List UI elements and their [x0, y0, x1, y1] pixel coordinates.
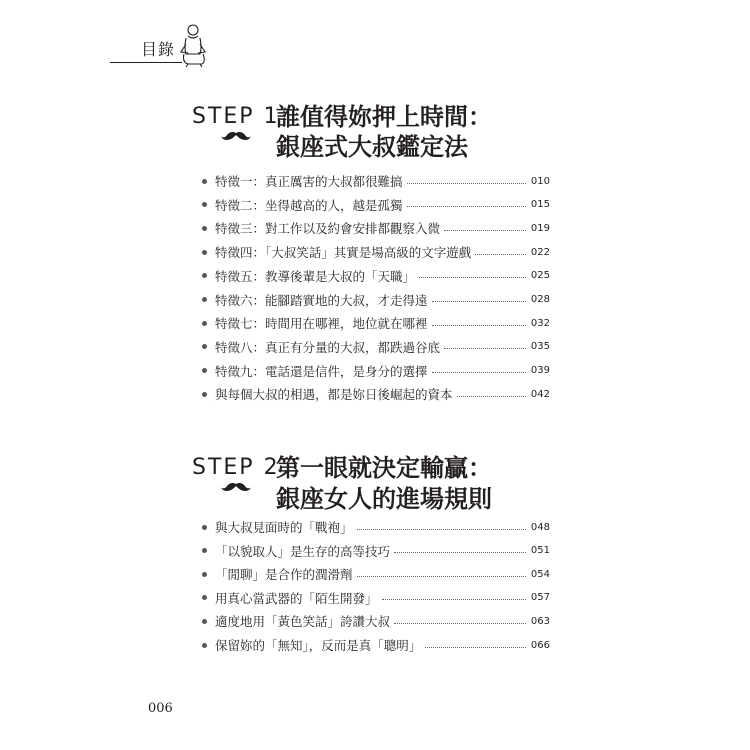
toc-entry-page: 022 [530, 246, 550, 258]
dot-leader [382, 599, 526, 600]
toc-entry [202, 540, 550, 562]
toc-entry [202, 360, 550, 382]
toc-entry-title: 特徵五：教導後輩是大叔的「天職」 [215, 268, 416, 284]
toc-entry-title: 適度地用「黃色笑話」誇讚大叔 [215, 614, 391, 630]
bullet-icon [202, 619, 207, 624]
toc-entry-title: 「以貌取人」是生存的高等技巧 [215, 543, 391, 559]
toc-entry-title: 特徵八：真正有分量的大叔，都跌過谷底 [215, 339, 441, 355]
dot-leader [357, 529, 526, 530]
dot-leader [457, 396, 526, 397]
bullet-icon [202, 321, 207, 326]
toc-entry-title: 特徵三：對工作以及約會安排都觀察入微 [215, 221, 441, 237]
dot-leader [444, 230, 526, 231]
bullet-icon [202, 368, 207, 373]
chapter-2-title-line2: 銀座女人的進場規則 [276, 485, 492, 513]
dot-leader [475, 254, 526, 255]
step-2-label: STEP 2 [192, 455, 280, 480]
dot-leader [419, 277, 526, 278]
toc-entry [202, 289, 550, 311]
chapter-1-title-line1: 誰值得妳押上時間： [276, 103, 492, 131]
toc-entry-title: 特徵一：真正厲害的大叔都很難搞 [215, 174, 403, 189]
dot-leader [432, 301, 526, 302]
toc-entry-page: 051 [530, 545, 550, 557]
toc-entry-title: 特徵六：能腳踏實地的大叔，才走得遠 [215, 292, 428, 308]
dot-leader [407, 183, 526, 184]
toc-entry [202, 217, 550, 239]
toc-entry-title: 「閒聊」是合作的潤滑劑 [215, 567, 353, 583]
bullet-icon [202, 344, 207, 349]
dot-leader [444, 348, 526, 349]
dot-leader [432, 372, 526, 373]
bullet-icon [202, 297, 207, 302]
toc-entry-page: 025 [530, 270, 550, 282]
chapter-2-title-line1: 第一眼就決定輸贏： [276, 454, 492, 482]
toc-entry-title: 與每個大叔的相遇，都是妳日後崛起的資本 [215, 387, 453, 403]
bullet-icon [202, 548, 207, 553]
dot-leader [407, 206, 526, 207]
toc-entry-page: 015 [530, 199, 550, 211]
bullet-icon [202, 595, 207, 600]
toc-entry-page: 042 [530, 388, 550, 400]
toc-entry-page: 063 [530, 615, 550, 627]
toc-entry [202, 241, 550, 263]
toc-entry-page: 032 [530, 317, 550, 329]
toc-entry-title: 特徵四：「大叔笑話」其實是場高級的文字遊戲 [215, 245, 472, 261]
toc-entry-title: 用真心當武器的「陌生開發」 [215, 590, 378, 606]
bullet-icon [202, 273, 207, 278]
step-1-label: STEP 1 [192, 104, 280, 129]
toc-entry [202, 383, 550, 405]
bullet-icon [202, 226, 207, 231]
toc-entry-page: 066 [530, 639, 550, 651]
seated-figure-icon [176, 20, 210, 68]
chapter-1-title-line2: 銀座式大叔鑑定法 [276, 133, 468, 161]
header-rule [110, 62, 182, 63]
toc-entry-page: 039 [530, 365, 550, 377]
bullet-icon [202, 392, 207, 397]
mustache-icon [221, 131, 251, 141]
toc-entry-page: 048 [530, 521, 550, 533]
dot-leader [394, 623, 526, 624]
bullet-icon [202, 643, 207, 648]
toc-entry [202, 563, 550, 585]
toc-entry-title: 特徵九：電話還是信件，是身分的選擇 [215, 363, 428, 379]
bullet-icon [202, 250, 207, 255]
page-number: 006 [148, 701, 173, 716]
toc-entry [202, 170, 550, 192]
toc-entry-page: 057 [530, 592, 550, 604]
bullet-icon [202, 525, 207, 530]
toc-entry [202, 610, 550, 632]
toc-entry-page: 028 [530, 294, 550, 305]
dot-leader [357, 576, 526, 577]
toc-entry-page: 054 [530, 568, 550, 580]
toc-entry [202, 194, 550, 216]
bullet-icon [202, 202, 207, 207]
toc-entry-page: 010 [530, 175, 550, 187]
toc-header-title: 目錄 [141, 40, 176, 59]
toc-entry [202, 634, 550, 656]
toc-entry-title: 特徵七：時間用在哪裡，地位就在哪裡 [215, 316, 428, 332]
dot-leader [425, 647, 526, 648]
toc-entry-title: 特徵二：坐得越高的人，越是孤獨 [215, 197, 403, 213]
toc-entry [202, 265, 550, 287]
dot-leader [394, 552, 526, 553]
bullet-icon [202, 572, 207, 577]
toc-entry-page: 019 [530, 222, 550, 234]
bullet-icon [202, 179, 207, 184]
toc-entry [202, 336, 550, 358]
mustache-icon [221, 482, 251, 492]
toc-entry-title: 保留妳的「無知」，反而是真「聰明」 [215, 638, 422, 653]
toc-entry [202, 312, 550, 334]
toc-entry [202, 516, 550, 538]
dot-leader [432, 325, 526, 326]
toc-entry-title: 與大叔見面時的「戰袍」 [215, 520, 353, 535]
toc-entry-page: 035 [530, 341, 550, 353]
toc-entry [202, 587, 550, 609]
